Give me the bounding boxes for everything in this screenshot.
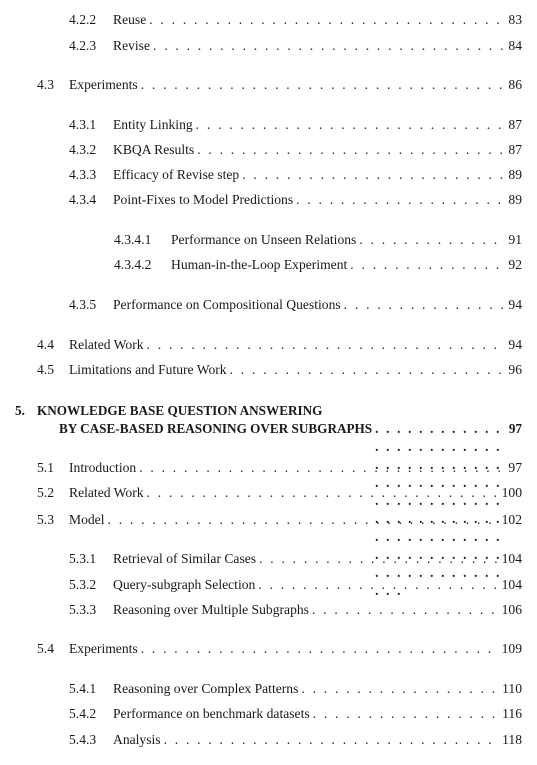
page-number: 104	[501, 577, 522, 592]
section-title: Human-in-the-Loop Experiment	[171, 257, 348, 272]
dot-leader	[147, 484, 499, 501]
dot-leader	[296, 191, 505, 208]
toc-entry-5-4-1[interactable]	[69, 680, 522, 697]
page-number: 100	[501, 485, 522, 500]
toc-entry-4-4[interactable]	[37, 336, 522, 353]
chapter-number: 5.	[15, 403, 25, 418]
page-number: 116	[502, 706, 522, 721]
dot-leader	[301, 680, 499, 697]
page-number: 89	[508, 192, 522, 207]
section-number: 5.3.1	[69, 551, 97, 566]
section-title: Point-Fixes to Model Predictions	[113, 192, 294, 207]
toc-entry-4-2-3[interactable]	[69, 37, 522, 54]
toc-chapter-5[interactable]	[15, 402, 522, 600]
section-title: Retrieval of Similar Cases	[113, 551, 257, 566]
page-number: 86	[508, 77, 522, 92]
dot-leader	[153, 37, 505, 54]
section-title: Analysis	[113, 732, 161, 747]
page-number: 92	[508, 257, 522, 272]
toc-entry-5-3-2[interactable]	[69, 576, 522, 593]
page-number: 87	[508, 142, 522, 157]
toc-entry-5-4[interactable]	[37, 640, 522, 657]
section-title: Performance on benchmark datasets	[113, 706, 310, 721]
section-title: Performance on Unseen Relations	[171, 232, 357, 247]
dot-leader	[344, 296, 506, 313]
section-number: 5.4	[37, 641, 54, 656]
chapter-title-line2: BY CASE-BASED REASONING OVER SUBGRAPHS	[59, 421, 373, 436]
section-title: Introduction	[69, 460, 137, 475]
toc-entry-4-3-2[interactable]	[69, 141, 522, 158]
page-number: 87	[508, 117, 522, 132]
section-title: Limitations and Future Work	[69, 362, 227, 377]
section-title: Reasoning over Multiple Subgraphs	[113, 602, 309, 617]
page-number: 104	[501, 551, 522, 566]
page-number: 109	[501, 641, 522, 656]
section-title: Reuse	[113, 12, 147, 27]
page-number: 97	[508, 421, 522, 436]
dot-leader	[108, 511, 499, 528]
dot-leader	[139, 459, 505, 476]
dot-leader	[230, 361, 506, 378]
section-number: 5.2	[37, 485, 54, 500]
section-number: 4.3.3	[69, 167, 97, 182]
dot-leader	[197, 141, 505, 158]
section-number: 5.4.1	[69, 681, 97, 696]
toc-entry-5-3-3[interactable]	[69, 601, 522, 618]
dot-leader	[141, 640, 499, 657]
section-number: 4.3.1	[69, 117, 97, 132]
toc-entry-5-3-1[interactable]	[69, 550, 522, 567]
page-number: 94	[508, 337, 522, 352]
page-number: 84	[508, 38, 522, 53]
section-title: Model	[69, 512, 105, 527]
dot-leader	[149, 11, 505, 28]
dot-leader	[164, 731, 500, 748]
section-title: Revise	[113, 38, 150, 53]
dot-leader	[312, 601, 499, 618]
toc-entry-5-4-2[interactable]	[69, 705, 522, 722]
section-title: Query-subgraph Selection	[113, 577, 256, 592]
section-title: Performance on Compositional Questions	[113, 297, 341, 312]
section-number: 4.2.3	[69, 38, 97, 53]
section-number: 4.3.4.1	[114, 232, 152, 247]
section-title: Experiments	[69, 641, 138, 656]
section-number: 5.1	[37, 460, 54, 475]
toc-entry-4-3-4[interactable]	[69, 191, 522, 208]
dot-leader	[242, 166, 505, 183]
section-number: 5.3.2	[69, 577, 97, 592]
section-number: 5.3.3	[69, 602, 97, 617]
page-number: 91	[508, 232, 522, 247]
page-number: 106	[501, 602, 522, 617]
section-number: 4.2.2	[69, 12, 97, 27]
dot-leader	[258, 576, 498, 593]
dot-leader	[147, 336, 506, 353]
dot-leader	[350, 256, 505, 273]
toc-entry-5-3[interactable]	[37, 511, 522, 528]
page-number: 110	[502, 681, 522, 696]
section-number: 4.3.4.2	[114, 257, 152, 272]
section-number: 4.3.5	[69, 297, 97, 312]
section-title: KBQA Results	[113, 142, 195, 157]
section-title: Related Work	[69, 485, 144, 500]
toc-entry-5-4-3[interactable]	[69, 731, 522, 748]
section-number: 4.3	[37, 77, 54, 92]
dot-leader	[359, 231, 505, 248]
page-number: 96	[508, 362, 522, 377]
page-number: 89	[508, 167, 522, 182]
section-number: 5.3	[37, 512, 54, 527]
section-number: 4.4	[37, 337, 54, 352]
section-title: Reasoning over Complex Patterns	[113, 681, 299, 696]
toc-entry-4-2-2[interactable]	[69, 11, 522, 28]
toc-entry-4-3-5[interactable]	[69, 296, 522, 313]
section-title: Related Work	[69, 337, 144, 352]
page-number: 102	[501, 512, 522, 527]
dot-leader	[313, 705, 499, 722]
section-title: Experiments	[69, 77, 138, 92]
section-number: 4.3.4	[69, 192, 97, 207]
dot-leader	[259, 550, 499, 567]
toc-entry-4-3-3[interactable]	[69, 166, 522, 183]
toc-entry-4-3-4-1[interactable]	[114, 231, 522, 248]
section-number: 4.5	[37, 362, 54, 377]
section-number: 4.3.2	[69, 142, 97, 157]
toc-entry-4-3-4-2[interactable]	[114, 256, 522, 273]
toc-entry-5-2[interactable]	[37, 484, 522, 501]
chapter-title-line1: KNOWLEDGE BASE QUESTION ANSWERING	[37, 403, 323, 418]
page-number: 94	[508, 297, 522, 312]
section-title: Efficacy of Revise step	[113, 167, 240, 182]
page-number: 97	[508, 460, 522, 475]
dot-leader	[196, 116, 506, 133]
section-title: Entity Linking	[113, 117, 193, 132]
page-number: 83	[508, 12, 522, 27]
toc-entry-5-1[interactable]	[37, 459, 522, 476]
dot-leader	[375, 420, 506, 600]
dot-leader	[141, 76, 506, 93]
section-number: 5.4.2	[69, 706, 97, 721]
page-number: 118	[502, 732, 522, 747]
toc-entry-4-5[interactable]	[37, 361, 522, 378]
toc-entry-4-3-1[interactable]	[69, 116, 522, 133]
section-number: 5.4.3	[69, 732, 97, 747]
toc-entry-4-3[interactable]	[37, 76, 522, 93]
